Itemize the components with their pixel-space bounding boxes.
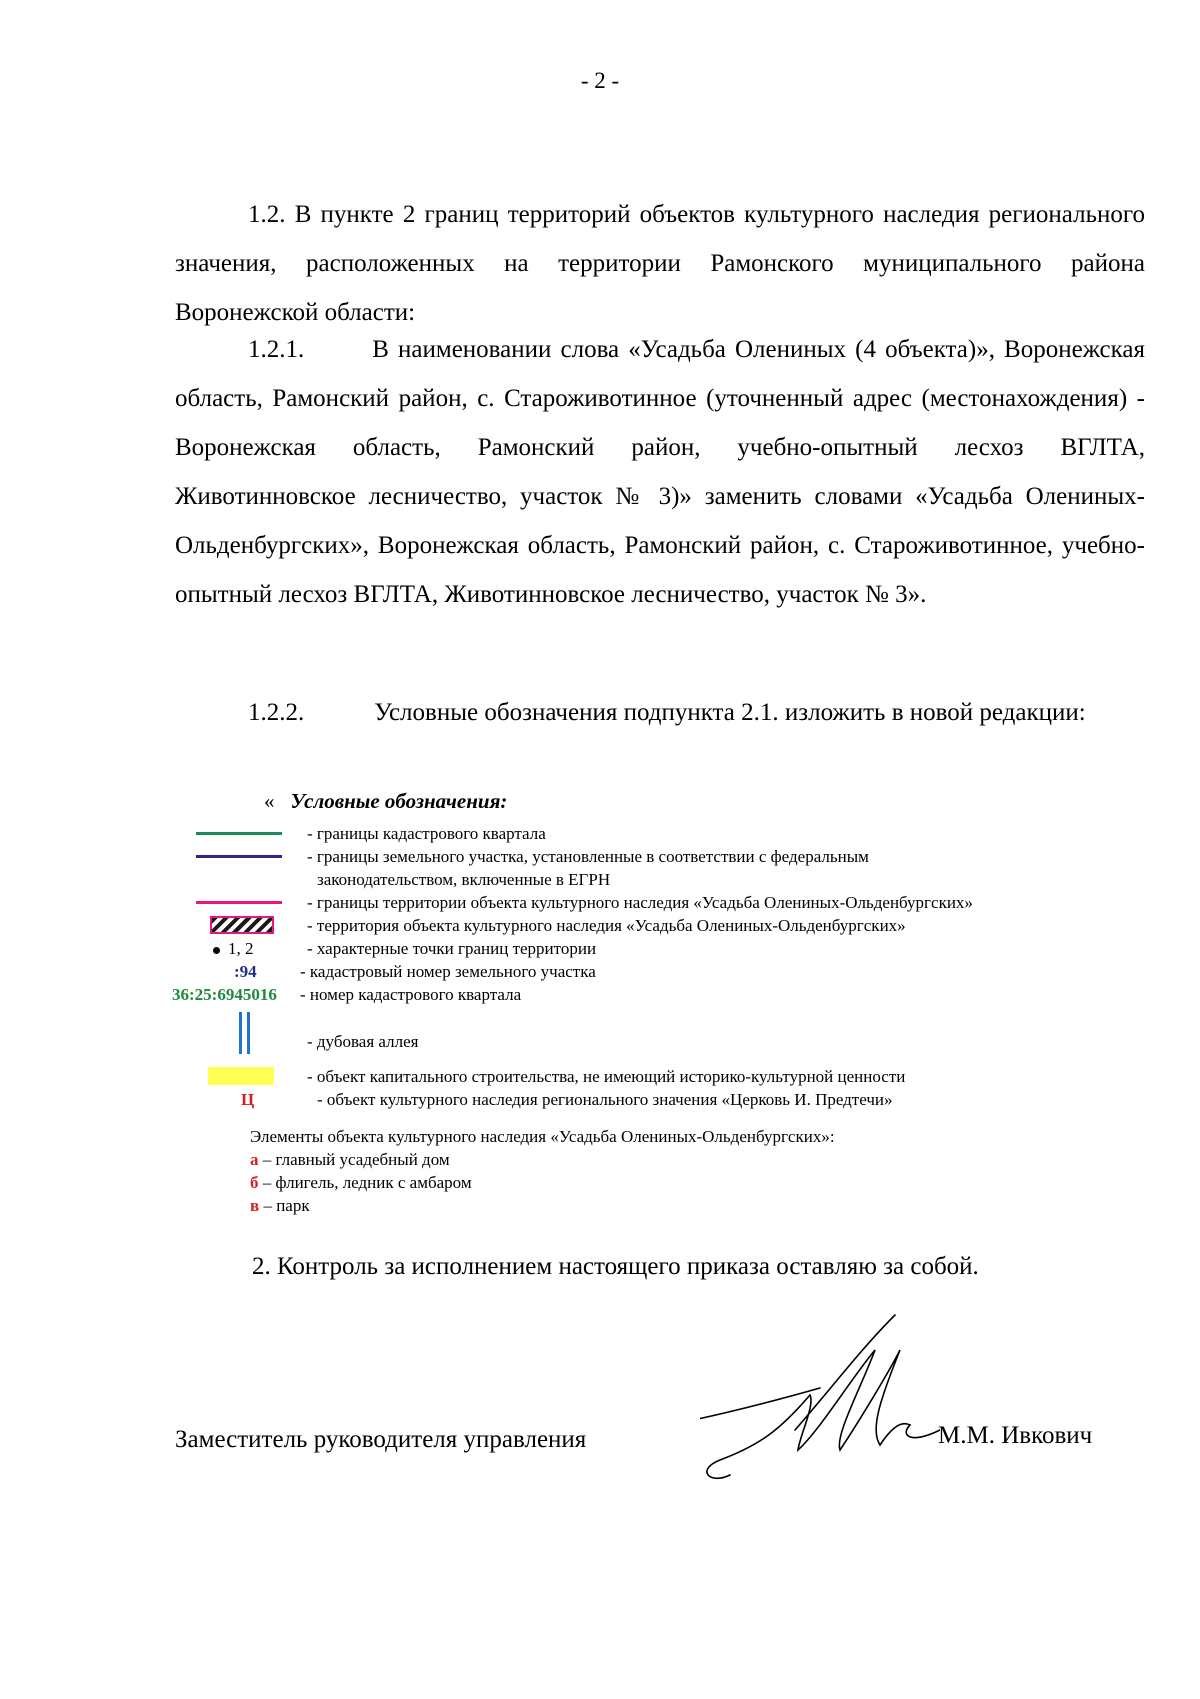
paragraph-1-2-2-text: Условные обозначения подпункта 2.1. изложить в новой редакции:	[374, 699, 1086, 726]
element-v: в – парк	[250, 1196, 310, 1215]
legend-text-points: - характерные точки границ территории	[307, 939, 597, 958]
legend-text-quarter-number: - номер кадастрового квартала	[300, 985, 522, 1004]
element-a: а – главный усадебный дом	[250, 1150, 450, 1169]
legend-text-heritage-border: - границы территории объекта культурного наследия «Усадьба Олениных-Ольденбургских»	[307, 893, 973, 912]
cad-number-symbol: :94	[234, 962, 257, 981]
points-symbol: 1, 2	[213, 937, 254, 960]
legend-title	[264, 790, 507, 813]
handwritten-signature	[700, 1310, 940, 1490]
pink-line-symbol	[196, 901, 282, 904]
signatory-position: Заместитель руководителя управления	[175, 1426, 587, 1453]
legend-row-quarter-border	[160, 822, 1160, 845]
dot-icon	[213, 947, 220, 954]
hatched-area-symbol	[210, 916, 274, 934]
signatory-name: М.М. Ивкович	[938, 1422, 1093, 1449]
legend-text-plot-border-2: законодательством, включенные в ЕГРН	[317, 870, 611, 889]
quarter-number-symbol: 36:25:6945016	[172, 985, 277, 1004]
paragraph-1-2-1	[175, 325, 1145, 619]
legend-text-oak-alley: - дубовая аллея	[307, 1032, 419, 1051]
paragraph-1-2-2	[175, 688, 1145, 737]
legend-row-points	[160, 937, 1160, 960]
legend-text-church: - объект культурного наследия регионального значения «Церковь И. Предтечи»	[317, 1090, 893, 1109]
legend-row-plot-border-cont	[160, 868, 1160, 891]
legend-row-oak-alley	[160, 1030, 1160, 1053]
elements-header: Элементы объекта культурного наследия «Усадьба Олениных-Ольденбургских»:	[250, 1127, 835, 1146]
green-line-symbol	[196, 832, 282, 835]
paragraph-1-2-1-number: 1.2.1.	[248, 336, 305, 363]
purple-line-symbol	[196, 855, 282, 858]
legend-row-quarter-number	[160, 983, 1160, 1006]
legend-text-heritage-territory: - территория объекта культурного наследия «Усадьба Олениных-Ольденбургских»	[307, 916, 906, 935]
yellow-area-symbol	[208, 1067, 274, 1085]
legend-text-plot-border-1: - границы земельного участка, установленные в соответствии с федеральным	[307, 847, 869, 866]
legend-row-church	[160, 1088, 1160, 1111]
legend-text-capital-object: - объект капитального строительства, не имеющий историко-культурной ценности	[307, 1067, 906, 1086]
legend-text-quarter-border: - границы кадастрового квартала	[307, 824, 546, 843]
paragraph-1-2	[175, 190, 1145, 337]
church-symbol: Ц	[241, 1090, 255, 1109]
paragraph-1-2-1-text: В наименовании слова «Усадьба Олениных (4 объекта)», Воронежская область, Рамонский район, с. Староживотинное (уточненный адрес (местонахождения) - Воронежская область, Рамонский район, учебно-опытный лесхоз ВГЛТА, Животинновское лесничество, участок № 3)» заменить словами «Усадьба Олениных-Ольденбургских», Воронежская область, Рамонский район, с. Староживотинное, учебно-опытный лесхоз ВГЛТА, Животинновское лесничество, участок № 3».	[175, 336, 1145, 608]
legend-row-capital-object	[160, 1065, 1160, 1088]
paragraph-1-2-text: 1.2. В пункте 2 границ территорий объектов культурного наследия регионального значения, расположенных на территории Рамонского муниципального района Воронежской области:	[175, 201, 1145, 326]
legend-row-plot-border	[160, 845, 1160, 868]
legend-row-heritage-border	[160, 891, 1160, 914]
legend-text-cad-number: - кадастровый номер земельного участка	[300, 962, 596, 981]
legend-row-cad-number	[160, 960, 1160, 983]
double-line-icon	[239, 1012, 250, 1054]
paragraph-1-2-2-number: 1.2.2.	[248, 699, 305, 726]
legend-title-text: Условные обозначения:	[290, 789, 508, 813]
page-number: - 2 -	[580, 68, 620, 93]
legend-row-heritage-territory	[160, 914, 1160, 937]
control-clause: 2. Контроль за исполнением настоящего приказа оставляю за собой.	[252, 1253, 979, 1280]
legend-open-quote: «	[264, 789, 275, 813]
element-b: б – флигель, ледник с амбаром	[250, 1173, 472, 1192]
